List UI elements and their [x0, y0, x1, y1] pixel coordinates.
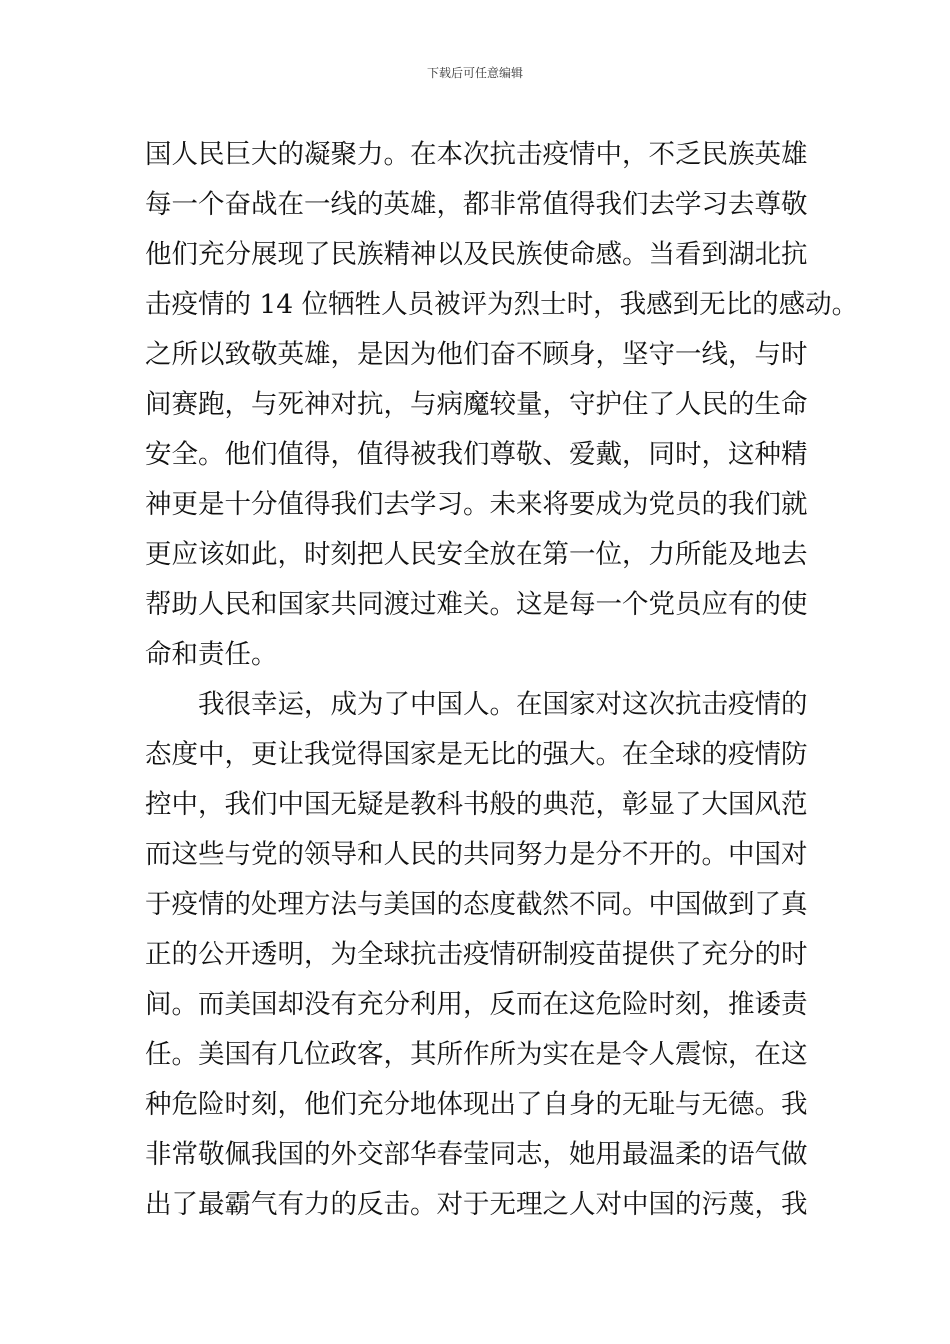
page-header: 下载后可任意编辑 [426, 66, 523, 80]
text-line: 正的公开透明，为全球抗击疫情研制疫苗提供了充分的时 [145, 939, 808, 970]
text-line: 间。而美国却没有充分利用，反而在这危险时刻，推诿责 [145, 989, 808, 1020]
text-line: 神更是十分值得我们去学习。未来将要成为党员的我们就 [145, 489, 808, 520]
text-line: 国人民巨大的凝聚力。在本次抗击疫情中，不乏民族英雄 [145, 139, 808, 170]
text-line: 他们充分展现了民族精神以及民族使命感。当看到湖北抗 [145, 239, 808, 270]
text-line: 控中，我们中国无疑是教科书般的典范，彰显了大国风范 [145, 789, 808, 820]
text-line: 间赛跑，与死神对抗，与病魔较量，守护住了人民的生命 [145, 389, 808, 420]
text-line: 于疫情的处理方法与美国的态度截然不同。中国做到了真 [145, 889, 808, 920]
text-line: 帮助人民和国家共同渡过难关。这是每一个党员应有的使 [145, 589, 808, 620]
text-line: 每一个奋战在一线的英雄，都非常值得我们去学习去尊敬 [145, 189, 808, 220]
text-line: 我很幸运，成为了中国人。在国家对这次抗击疫情的 [145, 689, 808, 720]
text-line: 之所以致敬英雄，是因为他们奋不顾身，坚守一线，与时 [145, 339, 808, 370]
text-line: 更应该如此，时刻把人民安全放在第一位，力所能及地去 [145, 539, 808, 570]
text-line: 任。美国有几位政客，其所作所为实在是令人震惊，在这 [145, 1039, 808, 1070]
text-line: 安全。他们值得，值得被我们尊敬、爱戴，同时，这种精 [145, 439, 808, 470]
text-line: 而这些与党的领导和人民的共同努力是分不开的。中国对 [145, 839, 808, 870]
body-text [145, 130, 859, 1230]
text-line: 击疫情的 14 位牺牲人员被评为烈士时，我感到无比的感动。 [145, 289, 859, 320]
text-line: 非常敬佩我国的外交部华春莹同志，她用最温柔的语气做 [145, 1139, 808, 1170]
text-line: 出了最霸气有力的反击。对于无理之人对中国的污蔑，我 [145, 1189, 808, 1220]
text-line: 种危险时刻，他们充分地体现出了自身的无耻与无德。我 [145, 1089, 808, 1120]
text-line: 态度中，更让我觉得国家是无比的强大。在全球的疫情防 [145, 739, 808, 770]
text-line: 命和责任。 [145, 639, 278, 670]
